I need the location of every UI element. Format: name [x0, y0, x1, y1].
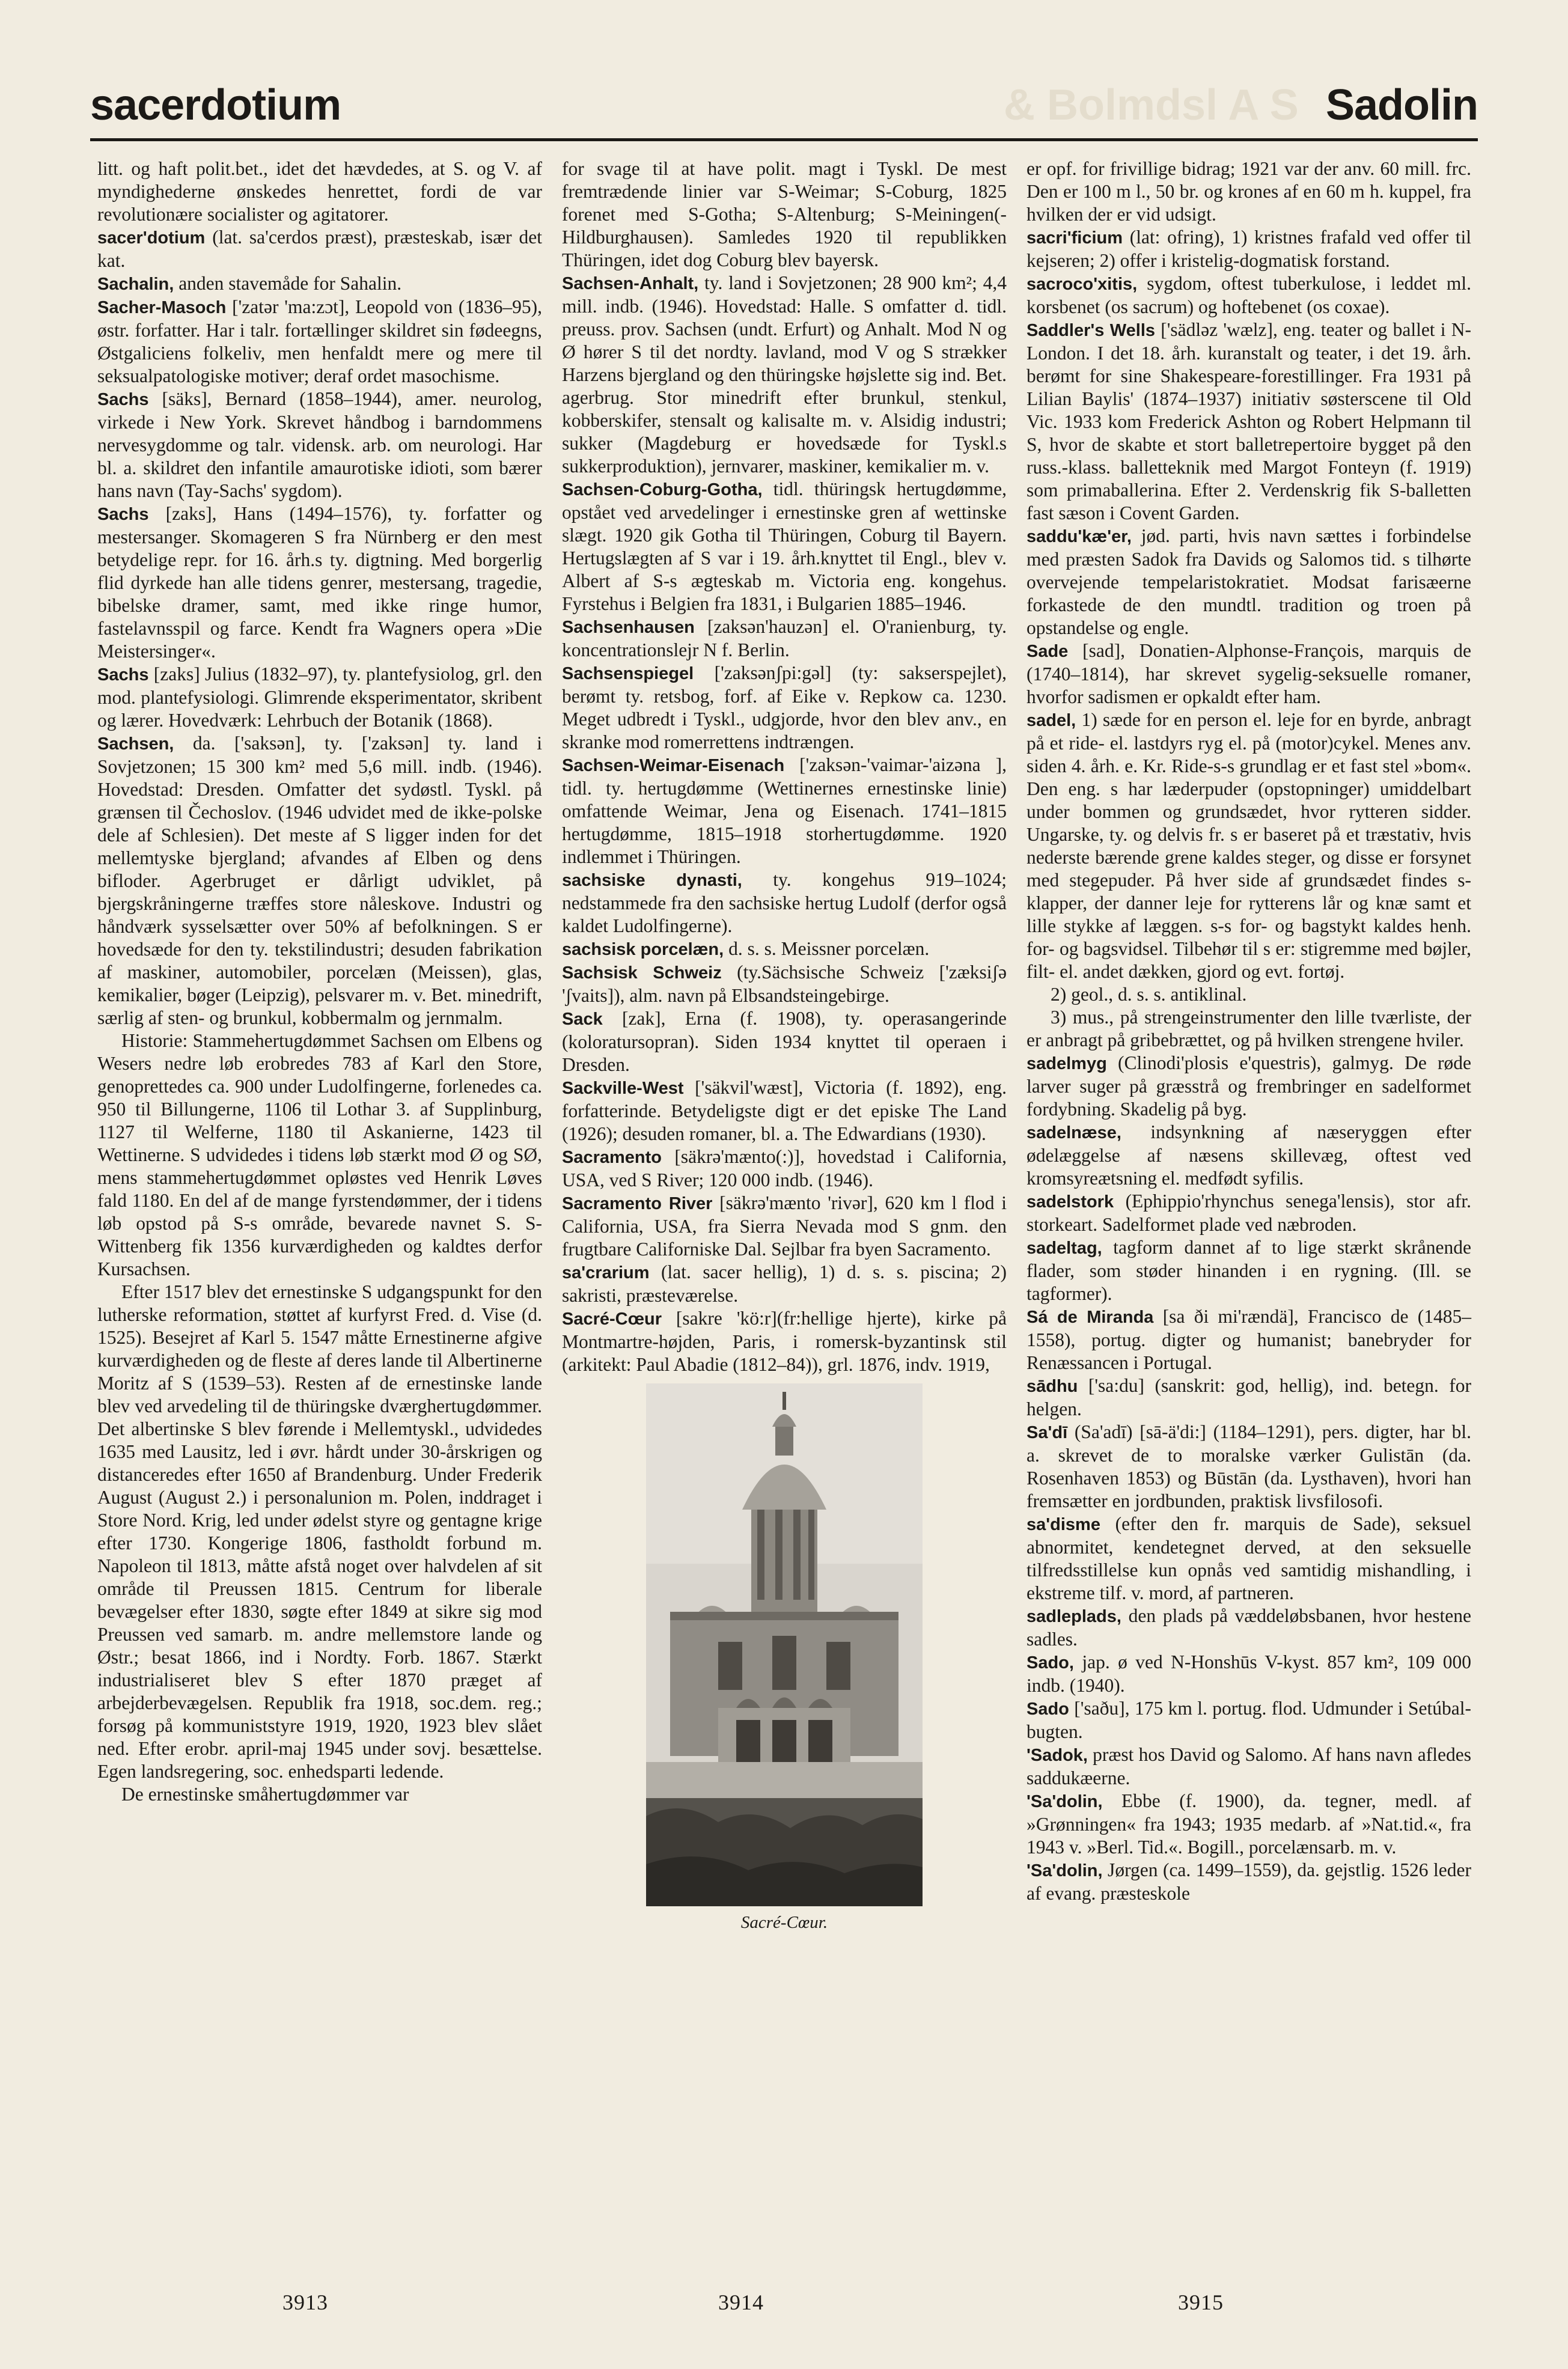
entry-headword: Sachalin,	[97, 275, 174, 294]
dictionary-entry	[1027, 1236, 1471, 1305]
page-number-left: 3913	[282, 2290, 328, 2314]
entry-headword: Sachsenspiegel	[562, 664, 694, 683]
entry-headword: sadel,	[1027, 711, 1076, 730]
entry-text: ['zaksən-'vaimar-'aizəna ], tidl. ty. hertugdømme (Wettinernes ernestinske linie) omfattende Weimar, Jena og Eisenach. 1741–1815 hertugdømme, 1815–1918 storhertugdømme. 1920 indlemmet i Thüringen.	[562, 754, 1007, 867]
dictionary-entry	[562, 662, 1007, 754]
entry-headword: sacroco'xitis,	[1027, 275, 1138, 294]
entry-headword: sacri'ficium	[1027, 228, 1123, 248]
dictionary-entry	[1027, 1121, 1471, 1190]
dictionary-entry	[1027, 1305, 1471, 1374]
entry-text: [sakre 'kö:r](fr:hellige hjerte), kirke på Montmartre-højden, Paris, i romersk-byzantinsk stil (arkitekt: Paul Abadie (1812–84)), grl. 1876, indv. 1919,	[562, 1308, 1007, 1375]
entry-text: (Clinodi'plosis e'questris), galmyg. De røde larver suger på græsstrå og frembringer en sadelformet fordybning. Skadelig på byg.	[1027, 1052, 1471, 1120]
entry-headword: sadleplads,	[1027, 1607, 1121, 1626]
dictionary-entry	[562, 1192, 1007, 1261]
entry-text: sygdom, oftest tuberkulose, i leddet ml. korsbenet (os sacrum) og hoftebenet (os coxae).	[1027, 273, 1471, 317]
entry-headword: Sachs	[97, 390, 149, 409]
entry-headword: sachsisk porcelæn,	[562, 940, 724, 959]
entry-text: [säkrə'mænto 'rivər], 620 km l flod i California, USA, fra Sierra Nevada mod S gnm. den frugtbare Californiske Dal. Sejlbar fra byen Sacramento.	[562, 1192, 1007, 1260]
entry-text: [zaks] Julius (1832–97), ty. plantefysiolog, grl. den mod. plantefysiologi. Glimrende eksperimentator, skribent og lærer. Hovedværk: Lehrbuch der Botanik (1868).	[97, 663, 542, 731]
dictionary-entry	[562, 615, 1007, 662]
dictionary-entry	[1027, 983, 1471, 1006]
page-number-right: 3915	[1178, 2290, 1224, 2314]
dictionary-entry	[1027, 1859, 1471, 1905]
entry-headword: sachsiske dynasti,	[562, 871, 742, 890]
entry-text: er opf. for frivillige bidrag; 1921 var der anv. 60 mill. frc. Den er 100 m l., 50 br. og krones af en 60 m h. kuppel, fra hvilken der er vid udsigt.	[1027, 158, 1471, 225]
dictionary-entry	[1027, 709, 1471, 983]
dictionary-entry	[1027, 1651, 1471, 1697]
dictionary-entry	[562, 1076, 1007, 1145]
entry-headword: 'Sadok,	[1027, 1746, 1088, 1765]
dictionary-entry	[1027, 1513, 1471, 1605]
entry-headword: sādhu	[1027, 1377, 1078, 1396]
entry-headword: Sade	[1027, 642, 1069, 661]
entry-headword: 'Sa'dolin,	[1027, 1861, 1103, 1880]
entry-headword: Sachsisk Schweiz	[562, 963, 722, 983]
entry-text: [zaks], Hans (1494–1576), ty. forfatter og mestersanger. Skomageren S fra Nürnberg er den mest betydelige repr. for 16. årh.s ty. digtning. Med borgerlig flid dyrkede han alle tidens genrer, mestersang, tragedie, bibelske dramer, samt, med ikke ringe humor, fastelavnsspil og farce. Kendt fra Wagners opera »Die Meistersinger«.	[97, 503, 542, 662]
entry-headword: Sachsenhausen	[562, 618, 695, 637]
dictionary-entry	[1027, 1374, 1471, 1421]
dictionary-entry	[1027, 1052, 1471, 1121]
entry-text: for svage til at have polit. magt i Tyskl. De mest fremtrædende linier var S-Weimar; S-Coburg, 1825 forenet med S-Gotha; S-Altenburg; S-Meiningen(-Hildburghausen). Samledes 1920 til republikken Thüringen, idet dog Coburg blev bayersk.	[562, 158, 1007, 270]
entry-text: Jørgen (ca. 1499–1559), da. gejstlig. 1526 leder af evang. præsteskole	[1027, 1859, 1471, 1904]
entry-headword: Sachsen,	[97, 734, 174, 754]
dictionary-entry	[1027, 1743, 1471, 1790]
show-through-text: & Bolmdsl A S	[1004, 81, 1299, 129]
dictionary-entry	[97, 1029, 542, 1281]
entry-text: (lat. sacer hellig), 1) d. s. s. piscina; 2) sakristi, præsteværelse.	[562, 1261, 1007, 1306]
dictionary-entry	[97, 502, 542, 663]
entry-headword: Sachs	[97, 505, 149, 524]
entry-text: Historie: Stammehertugdømmet Sachsen om Elbens og Wesers nedre løb erobredes 783 af Karl den Store, genoprettedes ca. 900 under Ludolfingerne, forlenedes ca. 950 til Billungerne, 1106 til Lothar 3. af Supplinburg, 1127 til Welferne, 1180 til Askanierne, 1423 til Wettinerne. S udvidedes i tidens løb stærkt mod Ø og SØ, mens stammehertugdømmet opløstes ved Henrik Løves fald 1180. En del af de mange fyrstendømmer, der i tidens løb opstod på S-s område, bevarede navnet S. S-Wittenberg fik 1356 kurværdigheden og kaldtes derfor Kursachsen.	[97, 1030, 542, 1279]
entry-headword: saddu'kæ'er,	[1027, 527, 1132, 546]
entry-headword: sa'disme	[1027, 1515, 1100, 1534]
entry-headword: Sacramento	[562, 1148, 662, 1167]
dictionary-entry	[1027, 157, 1471, 226]
entry-headword: Sackville-West	[562, 1079, 684, 1098]
dictionary-entry	[562, 1307, 1007, 1376]
dictionary-entry	[1027, 639, 1471, 709]
dictionary-entry	[1027, 226, 1471, 272]
entry-text: (efter den fr. marquis de Sade), seksuel abnormitet, kendetegnet derved, at den seksuelle tilfredsstillelse kun opnås ved samtidig mishandling, i ekstreme tilf. v. mord, af partneren.	[1027, 1513, 1471, 1603]
entry-text: ['saðu], 175 km l. portug. flod. Udmunder i Setúbal-bugten.	[1027, 1698, 1471, 1742]
entry-headword: sadeltag,	[1027, 1239, 1102, 1258]
entry-text: (lat. sa'cerdos præst), præsteskab, især det kat.	[97, 227, 542, 271]
column-1	[97, 157, 542, 1806]
entry-text: ty. land i Sovjetzonen; 28 900 km²; 4,4 mill. indb. (1946). Hovedstad: Halle. S omfatter d. tidl. preuss. prov. Sachsen (undt. Erfurt) og Anhalt. Mod N og Ø hører S til det nordty. lavland, mod V og S strækker Harzens bjergland og den thüringske højslette sig ind. Bet. agerbrug. Stor minedrift efter brunkul, stenkul, kobberskifer, stensalt og kalisalte m. v. Alsidig industri; sukker (Magdeburg er hovedsæde for Tyskl.s sukkerproduktion), jernvarer, maskiner, kemikalier m. v.	[562, 272, 1007, 477]
entry-text: litt. og haft polit.bet., idet det hævdedes, at S. og V. af myndighederne ønskedes henrettet, fordi de var revolutionære socialister og agitatorer.	[97, 158, 542, 225]
dictionary-entry	[562, 961, 1007, 1007]
entry-headword: Sá de Miranda	[1027, 1308, 1154, 1327]
entry-text: jød. parti, hvis navn sættes i forbindelse med præsten Sadok fra Davids og Salomos tid. s tilhørte overvejende tempelaristokratiet. Modsat farisæerne forkastede de den mundtl. tradition og troen på opstandelse og engle.	[1027, 525, 1471, 638]
entry-text: (Sa'adī) [sā-ä'di:] (1184–1291), pers. digter, har bl. a. skrevet de to moralske værker Gulistān (da. Rosenhaven 1853) og Būstān (da. Lysthaven), hvori han fremsætter en jordbunden, praktisk livsfilosofi.	[1027, 1421, 1471, 1511]
column-3	[1027, 157, 1471, 1905]
dictionary-entry	[562, 938, 1007, 961]
entry-text: 1) sæde for en person el. leje for en byrde, anbragt på et ride- el. lastdyrs ryg el. på (motor)cykel. Menes anv. siden 4. årh. e. Kr. Ride-s-s grundlag er et fast stel »bom«. Den eng. s har læderpuder (opstopninger) umiddelbart under bommen og grundsædet, hvor rytteren sidder. Ungarske, ty. og delvis fr. s er baseret på et træstativ, hvis nederste bærende grene kaldes steger, og disse er forsynet med stegepuder. På hver side af grundsædet findes s-klapper, der danner leje for rytterens lår og knæ samt et lille stykke af læggen. s-s for- og bagstykt kaldes henh. for- og bagsvidsel. Tilbehør til s er: stigremme med bøjler, filt- el. andet dækken, gjord og evt. fortøj.	[1027, 709, 1471, 982]
entry-text: ['sädləz 'wælz], eng. teater og ballet i N-London. I det 18. årh. kuranstalt og teater, i det 19. årh. berømt for sine Shakespeare-forestillinger. Fra 1931 på Lilian Baylis' (1874–1937) initiativ søsterscene til Old Vic. 1933 kom Frederick Ashton og Robert Helpmann til S, hvor de skabte et stort balletrepertoire bygget på den russ.-klass. balletteknik med Margot Fonteyn (f. 1919) som primaballerina. Efter 2. Verdenskrig fik S-balletten fast sæson i Covent Garden.	[1027, 319, 1472, 523]
entry-text: [zak], Erna (f. 1908), ty. operasangerinde (koloratursopran). Siden 1934 knyttet til operaen i Dresden.	[562, 1008, 1007, 1075]
dictionary-entry	[562, 754, 1007, 868]
entry-text: 3) mus., på strengeinstrumenter den lille tværliste, der er anbragt på gribebrættet, og på hvilken strengene hviler.	[1027, 1007, 1471, 1050]
dictionary-entry	[562, 1145, 1007, 1192]
entry-text: (ty.Sächsische Schweiz ['zæksiʃə 'ʃvaits]), alm. navn på Elbsandsteingebirge.	[562, 962, 1007, 1006]
entry-text: tagform dannet af to lige stærkt skrånende flader, som støder hinanden i en rygning. (Ill. se tagformer).	[1027, 1237, 1471, 1304]
dictionary-entry	[1027, 1006, 1471, 1052]
dictionary-entry	[1027, 1790, 1471, 1859]
entry-text: jap. ø ved N-Honshūs V-kyst. 857 km², 109 000 indb. (1940).	[1027, 1651, 1471, 1696]
entry-headword: sadelmyg	[1027, 1054, 1107, 1073]
dictionary-entry	[97, 226, 542, 272]
dictionary-entry	[1027, 1605, 1471, 1651]
column-2	[562, 157, 1007, 1934]
dictionary-entry	[1027, 1421, 1471, 1513]
entry-headword: Sa'dī	[1027, 1423, 1068, 1442]
entry-headword: sadelstork	[1027, 1192, 1114, 1212]
entry-headword: Sado	[1027, 1700, 1069, 1719]
entry-text: den plads på væddeløbsbanen, hvor hestene sadles.	[1027, 1605, 1471, 1650]
dictionary-entry	[97, 1783, 542, 1806]
photo-sacre-coeur	[646, 1383, 923, 1906]
entry-headword: Sado,	[1027, 1653, 1074, 1672]
entry-text: da. ['saksən], ty. ['zaksən] ty. land i Sovjetzonen; 15 300 km² med 5,6 mill. indb. (1946). Hovedstad: Dresden. Omfatter det sydøstl. Tyskl. på grænsen til Čechoslov. (1946 udvidet med de ikke-polske dele af Schlesien). Det meste af S ligger inden for det mellemtyske bjergland; afvandes af Elben og dens bifloder. Agerbruget er dårligt udviklet, på bjergskråningerne træffes store nåleskove. Industri og håndværk sysselsætter over 50% af befolkningen. S er hovedsæde for den ty. tekstilindustri; desuden fabrikation af maskiner, automobiler, porcelæn (Meissen), glas, kemikalier, bøger (Leipzig), pelsvarer m. v. Bet. minedrift, særlig af sten- og brunkul, kobbermalm og jernmalm.	[97, 733, 542, 1028]
dictionary-entry	[1027, 319, 1471, 525]
entry-text: [sad], Donatien-Alphonse-François, marquis de (1740–1814), har skrevet sygelig-seksuelle romaner, hvorfor sadismen er opkaldt efter ham.	[1027, 640, 1471, 707]
dictionary-entry	[97, 388, 542, 502]
entry-text: [zaksən'hauzən] el. O'ranienburg, ty. koncentrationslejr N f. Berlin.	[562, 616, 1007, 660]
photo-caption: Sacré-Cœur.	[740, 1913, 828, 1932]
dictionary-entry	[97, 732, 542, 1029]
dictionary-entry	[562, 478, 1007, 615]
dictionary-entry	[1027, 525, 1471, 639]
entry-headword: sadelnæse,	[1027, 1123, 1121, 1142]
page-number-middle: 3914	[718, 2290, 764, 2314]
dictionary-entry	[562, 272, 1007, 478]
entry-headword: Sacramento River	[562, 1194, 713, 1213]
entry-text: ['säkvil'wæst], Victoria (f. 1892), eng. forfatterinde. Betydeligste digt er det episke The Land (1926); desuden romaner, bl. a. The Edwardians (1930).	[562, 1077, 1007, 1144]
entry-text: indsynkning af næseryggen efter ødelæggelse af næsens skillevæg, oftest ved kromsyreætsning el. medfødt syfilis.	[1027, 1121, 1471, 1189]
dictionary-entry	[1027, 1697, 1471, 1743]
entry-text: Efter 1517 blev det ernestinske S udgangspunkt for den lutherske reformation, støttet af kurfyrst Fred. d. Vise (d. 1525). Besejret af Karl 5. 1547 måtte Ernestinerne afgive kurværdigheden og de fleste af deres lande til Albertinerne Moritz af S (1539–53). Resten af de ernestinske lande blev ved arvedeling til de thüringske dværghertugdømmer. Det albertinske S blev førende i Mellemtyskl., udvidedes 1635 med Lausitz, led i øvr. hårdt under 30-årskrigen og distanceredes efter 1650 af Brandenburg. Under Frederik August (August 2.) i personalunion m. Polen, inddraget i Store Nord. Krig, led under ødelst styre og gentagne krige efter 1730. Kongerige 1806, fastholdt forbund m. Napoleon til 1813, måtte afstå noget over halvdelen af sit område til Preussen 1815. Centrum for liberale bevægelser efter 1830, søgte efter 1849 at sikre sig mod Preussen ved samarb. m. andre mellemstore lande og Østr.; besat 1866, ind i Nordty. Forb. 1867. Stærkt industrialiseret blev S efter 1870 præget af arbejderbevægelsen. Republik fra 1918, soc.dem. reg.; forsøg på kommuniststyre 1919, 1920, 1923 blev slået ned. Efter erobr. april-maj 1945 under sovj. besættelse. Egen landsregering, soc. enhedsparti ledende.	[97, 1281, 542, 1782]
entry-text: Ebbe (f. 1900), da. tegner, medl. af »Grønningen« fra 1943; 1935 medarb. af »Nat.tid.«, fra 1943 v. »Berl. Tid.«. Bogill., porcelænsarb. m. v.	[1027, 1790, 1471, 1858]
running-head-right: Sadolin	[1325, 81, 1478, 129]
entry-headword: Sack	[562, 1010, 603, 1029]
entry-headword: Sacré-Cœur	[562, 1310, 662, 1329]
entry-headword: sacer'dotium	[97, 228, 206, 248]
dictionary-entry	[97, 663, 542, 732]
dictionary-entry	[1027, 1190, 1471, 1236]
page-header	[90, 60, 1478, 141]
dictionary-entry	[97, 296, 542, 388]
entry-text: d. s. s. Meissner porcelæn.	[724, 938, 930, 959]
entry-text: [säkrə'mænto(:)], hovedstad i California, USA, ved S River; 120 000 indb. (1946).	[562, 1146, 1007, 1191]
entry-text: anden stavemåde for Sahalin.	[174, 273, 402, 294]
dictionary-entry	[562, 1261, 1007, 1307]
entry-text: ['sa:du] (sanskrit: god, hellig), ind. betegn. for helgen.	[1027, 1375, 1471, 1419]
entry-headword: sa'crarium	[562, 1263, 650, 1282]
entry-headword: Sachsen-Weimar-Eisenach	[562, 756, 785, 775]
entry-text: ['zaksənʃpi:gəl] (ty: sakserspejlet), berømt ty. retsbog, forf. af Eike v. Repkow ca. 1230. Meget udbredt i Tyskl., udgjorde, hvor den blev anv., en skranke mod romerrettens indtrængen.	[562, 662, 1007, 752]
entry-text: præst hos David og Salomo. Af hans navn afledes saddukæerne.	[1027, 1744, 1471, 1788]
entry-headword: Sachsen-Anhalt,	[562, 274, 699, 293]
entry-headword: Sachsen-Coburg-Gotha,	[562, 480, 763, 499]
entry-text: De ernestinske småhertugdømmer var	[121, 1784, 409, 1805]
entry-text: [sa ði mi'rændä], Francisco de (1485–1558), portug. digter og humanist; banebryder for Renæssancen i Portugal.	[1027, 1306, 1471, 1373]
entry-text: (lat: ofring), 1) kristnes frafald ved offer til kejseren; 2) offer i kristelig-dogmatisk forstand.	[1027, 227, 1471, 271]
entry-headword: 'Sa'dolin,	[1027, 1792, 1103, 1811]
dictionary-entry	[562, 157, 1007, 272]
entry-headword: Saddler's Wells	[1027, 321, 1156, 340]
entry-text: 2) geol., d. s. s. antiklinal.	[1051, 984, 1247, 1005]
dictionary-entry	[97, 272, 542, 296]
dictionary-entry	[562, 868, 1007, 938]
dictionary-entry	[97, 1281, 542, 1783]
entry-text: (Ephippio'rhynchus senega'lensis), stor afr. storkeart. Sadelformet plade ved næbroden.	[1027, 1191, 1471, 1235]
running-head-left: sacerdotium	[90, 81, 341, 129]
dictionary-entry	[562, 1007, 1007, 1076]
entry-headword: Sacher-Masoch	[97, 298, 227, 317]
dictionary-entry	[1027, 272, 1471, 319]
entry-text: tidl. thüringsk hertugdømme, opstået ved arvedelinger i ernestinske gren af wettinske slægt. 1920 gik Gotha til Thüringen, Coburg til Bayern. Hertugslægten af S var i 19. årh.knyttet til Engl., blev v. Albert af S-s ægteskab m. Victoria eng. kongehus. Fyrstehus i Belgien fra 1831, i Bulgarien 1885–1946.	[562, 478, 1007, 614]
dictionary-entry	[97, 157, 542, 226]
column-2-entries	[562, 157, 1007, 1376]
entry-headword: Sachs	[97, 665, 149, 684]
entry-text: ['zatər 'ma:zɔt], Leopold von (1836–95), østr. forfatter. Har i talr. fortællinger skildret sin fødeegns, Østgaliciens folkeliv, men henfaldt mere og mere til seksualpatologiske motiver; deraf ordet masochisme.	[97, 296, 542, 386]
entry-text: [säks], Bernard (1858–1944), amer. neurolog, virkede i New York. Skrevet håndbog i barndommens nervesygdomme og talr. vidensk. arb. om neurologi. Har bl. a. skildret den infantile amaurotiske idioti, som bærer hans navn (Tay-Sachs' sygdom).	[97, 388, 542, 501]
entry-text: ty. kongehus 919–1024; nedstammede fra den sachsiske hertug Ludolf (derfor også kaldet Ludolfingerne).	[562, 869, 1007, 936]
